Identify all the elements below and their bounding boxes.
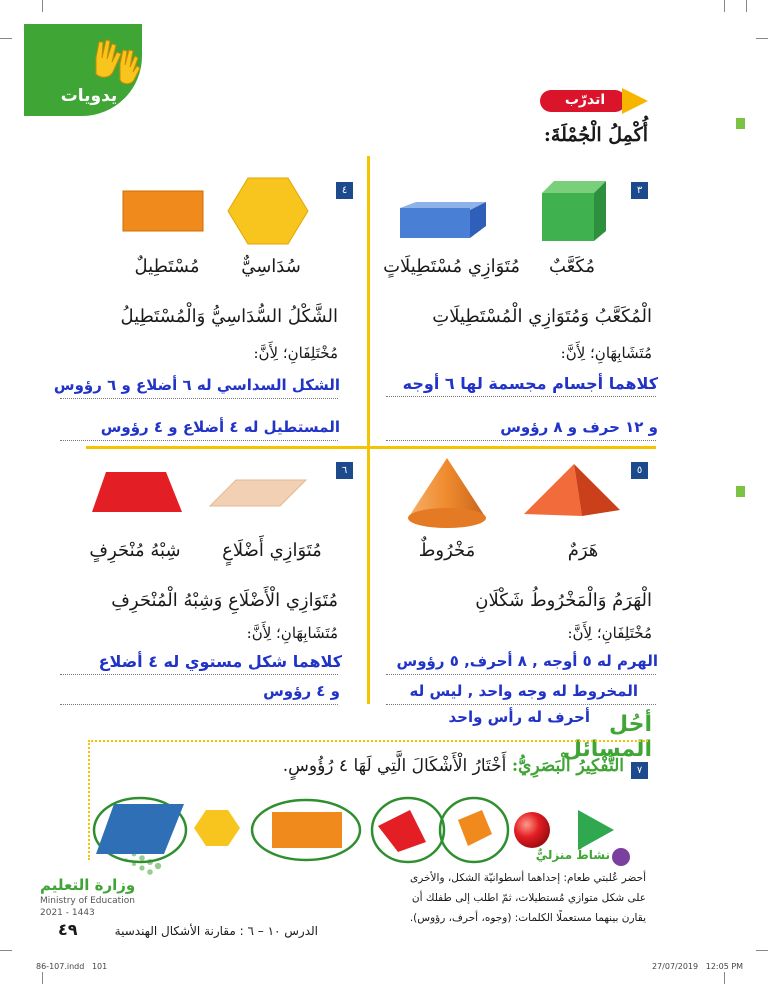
rectangle-icon — [122, 190, 204, 232]
q4-statement: الشَّكْلُ السُّدَاسِيُّ وَالْمُسْتَطِيلُ — [120, 306, 338, 327]
question-number-4: ٤ — [336, 182, 353, 199]
side-marker — [736, 118, 745, 129]
q6-statement: مُتَوَازِي الْأَضْلَاعِ وَشِبْهُ الْمُنْحَرِفِ — [111, 590, 338, 611]
practice-tab — [540, 88, 648, 114]
crop-mark — [42, 972, 43, 984]
crop-mark — [724, 972, 725, 984]
manipulatives-logo — [24, 24, 142, 116]
pyramid-icon — [522, 462, 622, 518]
shape-label-pyramid: هَرَمٌ — [567, 540, 599, 561]
rectangular-prism-icon — [398, 200, 488, 242]
section-frame-left — [88, 740, 90, 860]
q5-relation: مُخْتَلِفَانِ؛ لِأَنَّ: — [567, 624, 652, 642]
q7-lead: التَّفْكِيرُ الْبَصَرِيُّ: — [511, 756, 624, 776]
q3-answer-1: كلاهما أجسام مجسمة لها ٦ أوجه — [402, 374, 658, 393]
q6-answer-1: كلاهما شكل مستوي له ٤ أضلاع — [98, 652, 342, 671]
horizontal-divider — [86, 446, 656, 449]
logo-label: يدويات — [60, 86, 118, 106]
answer-line — [60, 398, 338, 399]
parallelogram-icon — [208, 478, 308, 508]
triangle-icon — [578, 810, 614, 850]
q4-relation: مُخْتَلِفَانِ؛ لِأَنَّ: — [253, 344, 338, 362]
question-number-6: ٦ — [336, 462, 353, 479]
q7-prompt — [256, 756, 624, 776]
question-number-7: ٧ — [631, 762, 648, 779]
q5-answer-1: الهرم له ٥ أوجه , ٨ أحرف, ٥ رؤوس — [396, 652, 658, 670]
trapezoid-icon — [90, 470, 184, 514]
answer-line — [386, 704, 656, 705]
shape-label-cone: مَخْرُوطٌ — [418, 540, 476, 561]
q4-answer-1: الشكل السداسي له ٦ أضلاع و ٦ رؤوس — [53, 376, 340, 394]
question-number-3: ٣ — [631, 182, 648, 199]
answer-line — [386, 674, 656, 675]
sphere-icon — [514, 812, 550, 848]
lesson-title: الدرس ١٠ – ٦ : مقارنة الأشكال الهندسية — [114, 924, 318, 938]
rhombus-icon — [96, 804, 184, 854]
print-date: 27/07/2019 12:05 PM — [652, 962, 744, 971]
vertical-divider — [367, 156, 370, 704]
home-activity-line-2: على شكل متوازي مُستطيلات، ثمّ اطلب إلى طفلك أن — [411, 892, 646, 904]
q6-relation: مُتَشَابِهَانِ؛ لِأَنَّ: — [246, 624, 338, 642]
crop-mark — [756, 950, 768, 951]
section-title: أحُل المسائل — [562, 712, 652, 762]
q3-relation: مُتَشَابِهَانِ؛ لِأَنَّ: — [560, 344, 652, 362]
hexagon-icon — [194, 810, 240, 846]
crop-mark — [0, 950, 12, 951]
home-activity-line-1: أحضر عُلبتي طعام: إحداهما أسطوانيّة الشكل، والأخرى — [410, 872, 646, 884]
side-marker — [736, 486, 745, 497]
ministry-name-english: Ministry of Education — [40, 896, 135, 906]
answer-line — [386, 440, 656, 441]
q3-statement: الْمُكَعَّبُ وَمُتَوَازِي الْمُسْتَطِيلَاتِ — [432, 306, 652, 327]
crop-mark — [0, 38, 12, 39]
shape-label-hexagon: سُدَاسِيٌّ — [241, 256, 301, 277]
q5-answer-2: المخروط له وجه واحد , ليس له — [409, 682, 638, 700]
page-number: ٤٩ — [58, 920, 78, 939]
answer-line — [386, 396, 656, 397]
file-name: 86-107.indd 101 — [36, 962, 108, 971]
instruction: أُكْمِلُ الْجُمْلَةَ: — [543, 124, 648, 146]
q7-shapes-row — [92, 796, 652, 880]
home-activity-line-3: يقارن بينهما مستعملًا الكلمات: (وجوه، أحرف، رؤوس). — [409, 912, 646, 924]
answer-line — [60, 440, 338, 441]
crop-mark — [42, 0, 43, 12]
q3-answer-2: و ١٢ حرف و ٨ رؤوس — [500, 418, 658, 436]
hexagon-icon — [226, 176, 310, 246]
ministry-year: 2021 - 1443 — [40, 908, 95, 918]
question-number-5: ٥ — [631, 462, 648, 479]
answer-line — [60, 704, 338, 705]
shape-label-cube: مُكَعَّبٌ — [549, 256, 595, 277]
quadrilateral-icon — [378, 810, 426, 852]
crop-mark — [724, 0, 725, 12]
q5-answer-3: أحرف له رأس واحد — [448, 708, 590, 726]
crop-mark — [756, 38, 768, 39]
section-frame-top — [88, 740, 648, 742]
home-activity-title: نشاطٌ منزليٌّ — [535, 848, 610, 862]
rectangle-icon — [272, 812, 342, 848]
q5-statement: الْهَرَمُ وَالْمَخْرُوطُ شَكْلَانِ — [475, 590, 652, 611]
square-icon — [458, 810, 492, 846]
cube-icon — [536, 175, 608, 243]
shape-label-prism: مُتَوَازِي مُسْتَطِيلَاتٍ — [383, 256, 520, 277]
ministry-name-arabic: وزارة التعليم — [40, 876, 136, 894]
shape-label-parallelogram: مُتَوَازِي أَضْلَاعٍ — [222, 540, 322, 561]
q4-answer-2: المستطيل له ٤ أضلاع و ٤ رؤوس — [100, 418, 340, 436]
shape-label-trapezoid: شِبْهُ مُنْحَرِفٍ — [89, 540, 181, 561]
answer-line — [60, 674, 338, 675]
crop-mark — [746, 0, 747, 12]
practice-tab-label: اتدرّب — [564, 92, 606, 108]
home-activity-icon — [612, 848, 630, 866]
q6-answer-2: و ٤ رؤوس — [263, 682, 340, 700]
shape-label-rectangle: مُسْتَطِيلٌ — [134, 256, 200, 277]
q7-text: أَخْتَارُ الْأَشْكَالَ الَّتِي لَهَا ٤ رُؤُوسٍ. — [282, 756, 507, 776]
cone-icon — [404, 456, 490, 530]
